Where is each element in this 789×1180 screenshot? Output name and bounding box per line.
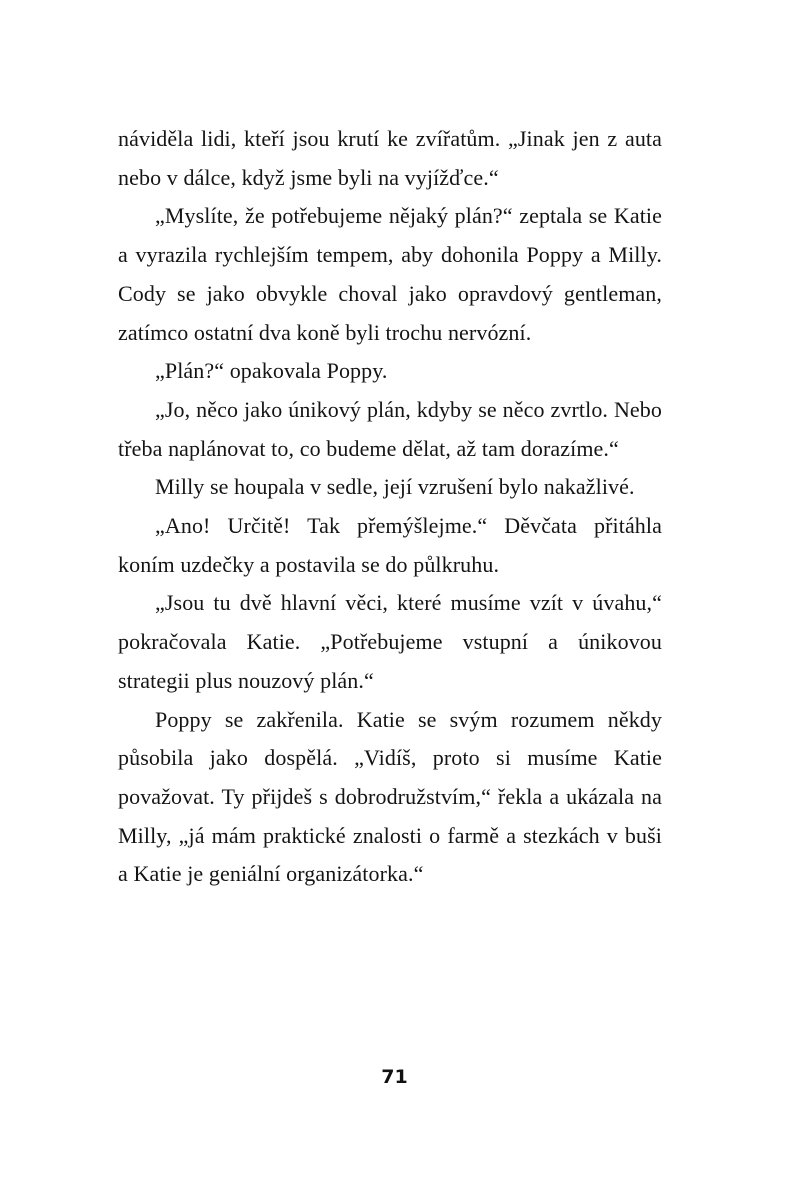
paragraph: Poppy se zakřenila. Katie se svým rozumem někdy působila jako dospělá. „Vidíš, proto si musíme Katie považovat. Ty přijdeš s dobrodružstvím,“ řekla a ukázala na Milly, „já mám praktické znalosti o farmě a stezkách v buši a Katie je geniální organizátorka.“ [118,706,662,887]
paragraph: „Jsou tu dvě hlavní věci, které musíme vzít v úvahu,“ pokračovala Katie. „Potřebujeme vstupní a únikovou strategii plus nouzový plán.“ [118,590,662,693]
text-block [118,120,662,894]
paragraph: Milly se houpala v sedle, její vzrušení bylo nakažlivé. [155,474,635,500]
page-number: 71 [381,1066,408,1088]
paragraph: „Ano! Určitě! Tak přemýšlejme.“ Děvčata přitáhla koním uzdečky a postavila se do půlkruhu. [118,513,662,577]
paragraph: „Myslíte, že potřebujeme nějaký plán?“ zeptala se Katie a vyrazila rychlejším tempem, aby dohonila Poppy a Milly. Cody se jako obvykle choval jako opravdový gentleman, zatímco ostatní dva koně byli trochu nervózní. [118,203,662,345]
paragraph: náviděla lidi, kteří jsou krutí ke zvířatům. „Jinak jen z auta nebo v dálce, když jsme byli na vyjížďce.“ [118,126,662,190]
paragraph: „Plán?“ opakovala Poppy. [155,358,388,384]
paragraph: „Jo, něco jako únikový plán, kdyby se něco zvrtlo. Nebo třeba naplánovat to, co budeme dělat, až tam dorazíme.“ [118,396,662,461]
